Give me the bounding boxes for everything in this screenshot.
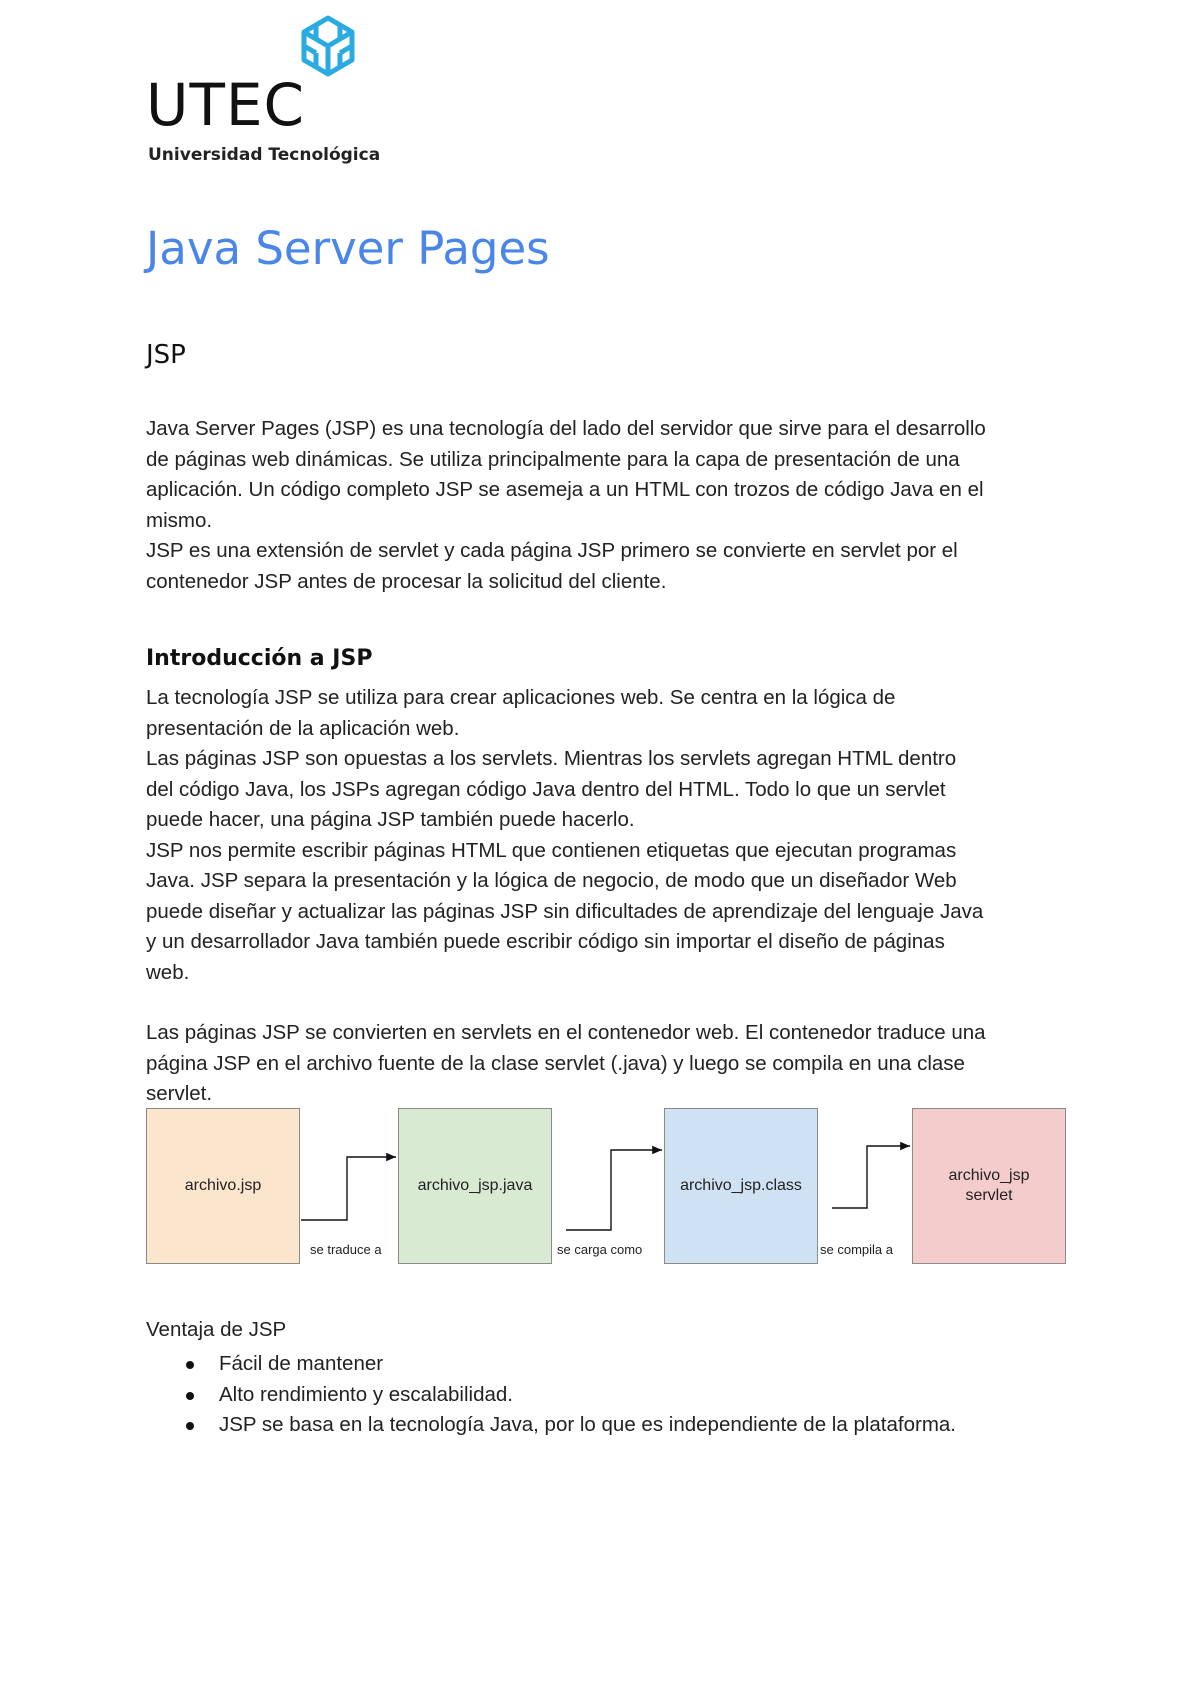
text-line: Las páginas JSP se convierten en servlets en el contenedor web. El contenedor traduce una	[146, 1021, 986, 1044]
text-line: puede hacer, una página JSP también puede hacerlo.	[146, 808, 635, 831]
diagram-box-java	[398, 1108, 552, 1264]
bullet-icon	[186, 1422, 194, 1430]
list-item	[146, 1410, 956, 1441]
box-label: archivo_jsp.java	[417, 1177, 533, 1194]
advantages-list	[146, 1349, 956, 1441]
list-item-text: JSP se basa en la tecnología Java, por lo que es independiente de la plataforma.	[219, 1413, 956, 1436]
text-line: La tecnología JSP se utiliza para crear aplicaciones web. Se centra en la lógica de	[146, 686, 896, 709]
text-line: aplicación. Un código completo JSP se asemeja a un HTML con trozos de código Java en el	[146, 478, 984, 501]
conversion-paragraph	[146, 1018, 1076, 1110]
section-heading-jsp: JSP	[146, 340, 186, 370]
text-line: y un desarrollador Java también puede escribir código sin importar el diseño de páginas	[146, 930, 945, 953]
text-line: servlet.	[146, 1082, 213, 1105]
bullet-icon	[186, 1361, 194, 1369]
list-item-text: Fácil de mantener	[219, 1352, 384, 1375]
text-line: Las páginas JSP son opuestas a los servlets. Mientras los servlets agregan HTML dentro	[146, 747, 957, 770]
diagram-box-jsp	[146, 1108, 300, 1264]
text-line: Java Server Pages (JSP) es una tecnología del lado del servidor que sirve para el desarrollo	[146, 417, 986, 440]
bullet-icon	[186, 1392, 194, 1400]
text-line: de páginas web dinámicas. Se utiliza principalmente para la capa de presentación de una	[146, 447, 960, 471]
box-label: archivo.jsp	[184, 1177, 262, 1194]
diagram-box-class	[664, 1108, 818, 1264]
diagram-box-servlet	[912, 1108, 1066, 1264]
text-line: página JSP en el archivo fuente de la clase servlet (.java) y luego se compila en una clase	[146, 1051, 965, 1075]
utec-logo	[146, 14, 386, 174]
edge-label: se traduce a	[310, 1242, 382, 1257]
connector-arrow	[566, 1150, 662, 1230]
text-line: JSP es una extensión de servlet y cada página JSP primero se convierte en servlet por el	[146, 539, 958, 562]
text-line: Java. JSP separa la presentación y la lógica de negocio, de modo que un diseñador Web	[146, 869, 957, 892]
connector-arrow	[301, 1157, 396, 1220]
edge-label: se compila a	[820, 1242, 893, 1257]
section-heading-intro: Introducción a JSP	[146, 646, 373, 671]
text-line: presentación de la aplicación web.	[146, 716, 460, 740]
logo-subtitle: Universidad Tecnológica	[148, 145, 381, 165]
text-line: mismo.	[146, 508, 213, 532]
logo-wordmark: UTEC	[146, 71, 306, 139]
list-item-text: Alto rendimiento y escalabilidad.	[219, 1382, 513, 1406]
text-line: puede diseñar y actualizar las páginas JSP sin dificultades de aprendizaje del lenguaje Java	[146, 899, 984, 923]
box-label: archivo_jsp.class	[680, 1177, 802, 1194]
box-label-line1: archivo_jsp	[948, 1167, 1030, 1184]
jsp-paragraph	[146, 414, 1076, 597]
list-item	[146, 1380, 956, 1411]
edge-label: se carga como	[557, 1242, 643, 1257]
connector-arrow	[832, 1146, 910, 1208]
advantages-heading: Ventaja de JSP	[146, 1318, 287, 1341]
text-line: web.	[146, 960, 190, 984]
box-label-line2: servlet	[965, 1187, 1013, 1204]
utec-hexagon-icon	[296, 14, 360, 78]
intro-paragraph	[146, 683, 1076, 988]
page-title: Java Server Pages	[146, 222, 550, 275]
jsp-lifecycle-diagram	[146, 1108, 1068, 1268]
text-line: contenedor JSP antes de procesar la solicitud del cliente.	[146, 569, 667, 593]
text-line: del código Java, los JSPs agregan código Java dentro del HTML. Todo lo que un servlet	[146, 777, 946, 801]
list-item	[146, 1349, 956, 1380]
text-line: JSP nos permite escribir páginas HTML que contienen etiquetas que ejecutan programas	[146, 838, 957, 862]
